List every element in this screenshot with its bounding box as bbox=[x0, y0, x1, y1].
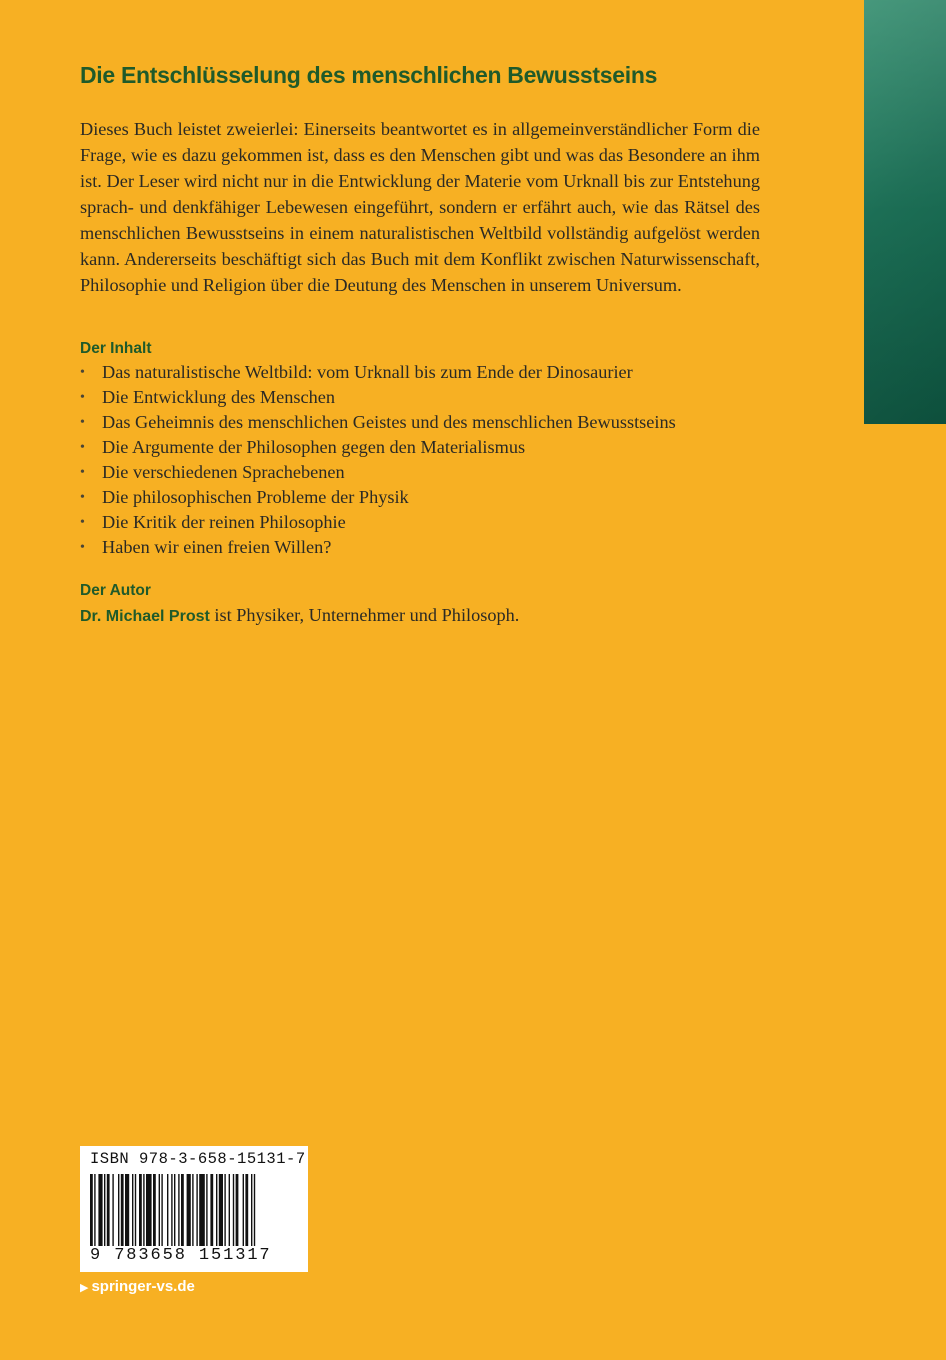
barcode-bar bbox=[199, 1174, 205, 1246]
barcode-bar bbox=[161, 1174, 162, 1246]
barcode-bar bbox=[171, 1174, 172, 1246]
barcode-bar bbox=[125, 1174, 129, 1246]
bullet-icon: • bbox=[80, 365, 85, 380]
contents-list bbox=[80, 360, 780, 560]
bullet-icon: • bbox=[80, 440, 85, 455]
barcode-bar bbox=[216, 1174, 217, 1246]
page-title: Die Entschlüsselung des menschlichen Bewusstseins bbox=[80, 62, 658, 88]
barcode-bar bbox=[159, 1174, 160, 1246]
barcode-bar bbox=[107, 1174, 110, 1246]
barcode-bar bbox=[236, 1174, 239, 1246]
bullet-icon: • bbox=[80, 490, 85, 505]
barcode-bar bbox=[135, 1174, 136, 1246]
barcode-bar bbox=[139, 1174, 142, 1246]
barcode-bar bbox=[90, 1174, 93, 1246]
barcode-bar bbox=[243, 1174, 244, 1246]
barcode-bar bbox=[153, 1174, 156, 1246]
barcode-bar bbox=[181, 1174, 184, 1246]
isbn-label: ISBN 978-3-658-15131-7 bbox=[90, 1150, 306, 1168]
barcode-bar bbox=[94, 1174, 95, 1246]
barcode-bar bbox=[206, 1174, 207, 1246]
barcode-bar bbox=[224, 1174, 225, 1246]
barcode-bar bbox=[112, 1174, 113, 1246]
barcode-bar bbox=[98, 1174, 102, 1246]
barcode-bar bbox=[146, 1174, 152, 1246]
barcode-bars bbox=[90, 1174, 298, 1246]
barcode-bar bbox=[167, 1174, 168, 1246]
website-url: springer-vs.de bbox=[91, 1278, 195, 1295]
bullet-icon: • bbox=[80, 465, 85, 480]
barcode-bar bbox=[245, 1174, 248, 1246]
barcode-bar bbox=[196, 1174, 197, 1246]
barcode-bar bbox=[229, 1174, 230, 1246]
barcode-bar bbox=[174, 1174, 175, 1246]
publisher-website bbox=[80, 1278, 195, 1295]
barcode-bar bbox=[121, 1174, 124, 1246]
author-heading: Der Autor bbox=[80, 582, 151, 599]
list-item: • Das naturalistische Weltbild: vom Urknall bis zum Ende der Dinosaurier bbox=[80, 360, 780, 385]
list-item: • Das Geheimnis des menschlichen Geistes und des menschlichen Bewusstseins bbox=[80, 410, 780, 435]
intro-paragraph: Dieses Buch leistet zweierlei: Einerseits beantwortet es in allgemeinverständlicher Form die Frage, wie es dazu gekommen ist, dass es den Menschen gibt und was das Besondere an ihm ist. Der Leser wird nicht nur in die Entwicklung der Materie vom Urknall bis zur Entstehung sprach- und denkfähiger Lebewesen eingeführt, sondern er erfährt auch, wie das Rätsel des menschlichen Bewusstseins in einem naturalistischen Weltbild vollständig aufgelöst werden kann. Andererseits beschäftigt sich das Buch mit dem Konflikt zwischen Naturwissenschaft, Philosophie und Religion über die Deutung des Menschen in unserem Universum. bbox=[80, 119, 760, 295]
author-description: ist Physiker, Unternehmer und Philosoph. bbox=[209, 605, 520, 625]
list-item: • Die verschiedenen Sprachebenen bbox=[80, 460, 780, 485]
barcode-bar bbox=[132, 1174, 133, 1246]
green-side-tab bbox=[864, 0, 946, 424]
barcode-bar bbox=[187, 1174, 191, 1246]
bullet-icon: • bbox=[80, 515, 85, 530]
barcode-bar bbox=[254, 1174, 255, 1246]
author-name: Dr. Michael Prost bbox=[80, 608, 210, 625]
list-item: • Die Argumente der Philosophen gegen den Materialismus bbox=[80, 435, 780, 460]
barcode-bar bbox=[219, 1174, 223, 1246]
list-item: • Die Entwicklung des Menschen bbox=[80, 385, 780, 410]
list-item: • Haben wir einen freien Willen? bbox=[80, 535, 780, 560]
list-item: • Die Kritik der reinen Philosophie bbox=[80, 510, 780, 535]
barcode-bar bbox=[104, 1174, 105, 1246]
barcode-bar bbox=[192, 1174, 193, 1246]
bullet-icon: • bbox=[80, 390, 85, 405]
isbn-barcode bbox=[80, 1146, 308, 1272]
barcode-bar bbox=[118, 1174, 119, 1246]
contents-heading: Der Inhalt bbox=[80, 340, 152, 357]
list-item: • Die philosophischen Probleme der Physik bbox=[80, 485, 780, 510]
barcode-bar bbox=[178, 1174, 179, 1246]
arrow-right-icon: ▶ bbox=[80, 1282, 89, 1294]
ean-digits: 9 783658 151317 bbox=[90, 1246, 272, 1265]
bullet-icon: • bbox=[80, 415, 85, 430]
bullet-icon: • bbox=[80, 540, 85, 555]
barcode-bar bbox=[143, 1174, 144, 1246]
author-bio bbox=[80, 603, 519, 629]
barcode-bar bbox=[210, 1174, 213, 1246]
barcode-bar bbox=[233, 1174, 234, 1246]
barcode-bar bbox=[251, 1174, 252, 1246]
